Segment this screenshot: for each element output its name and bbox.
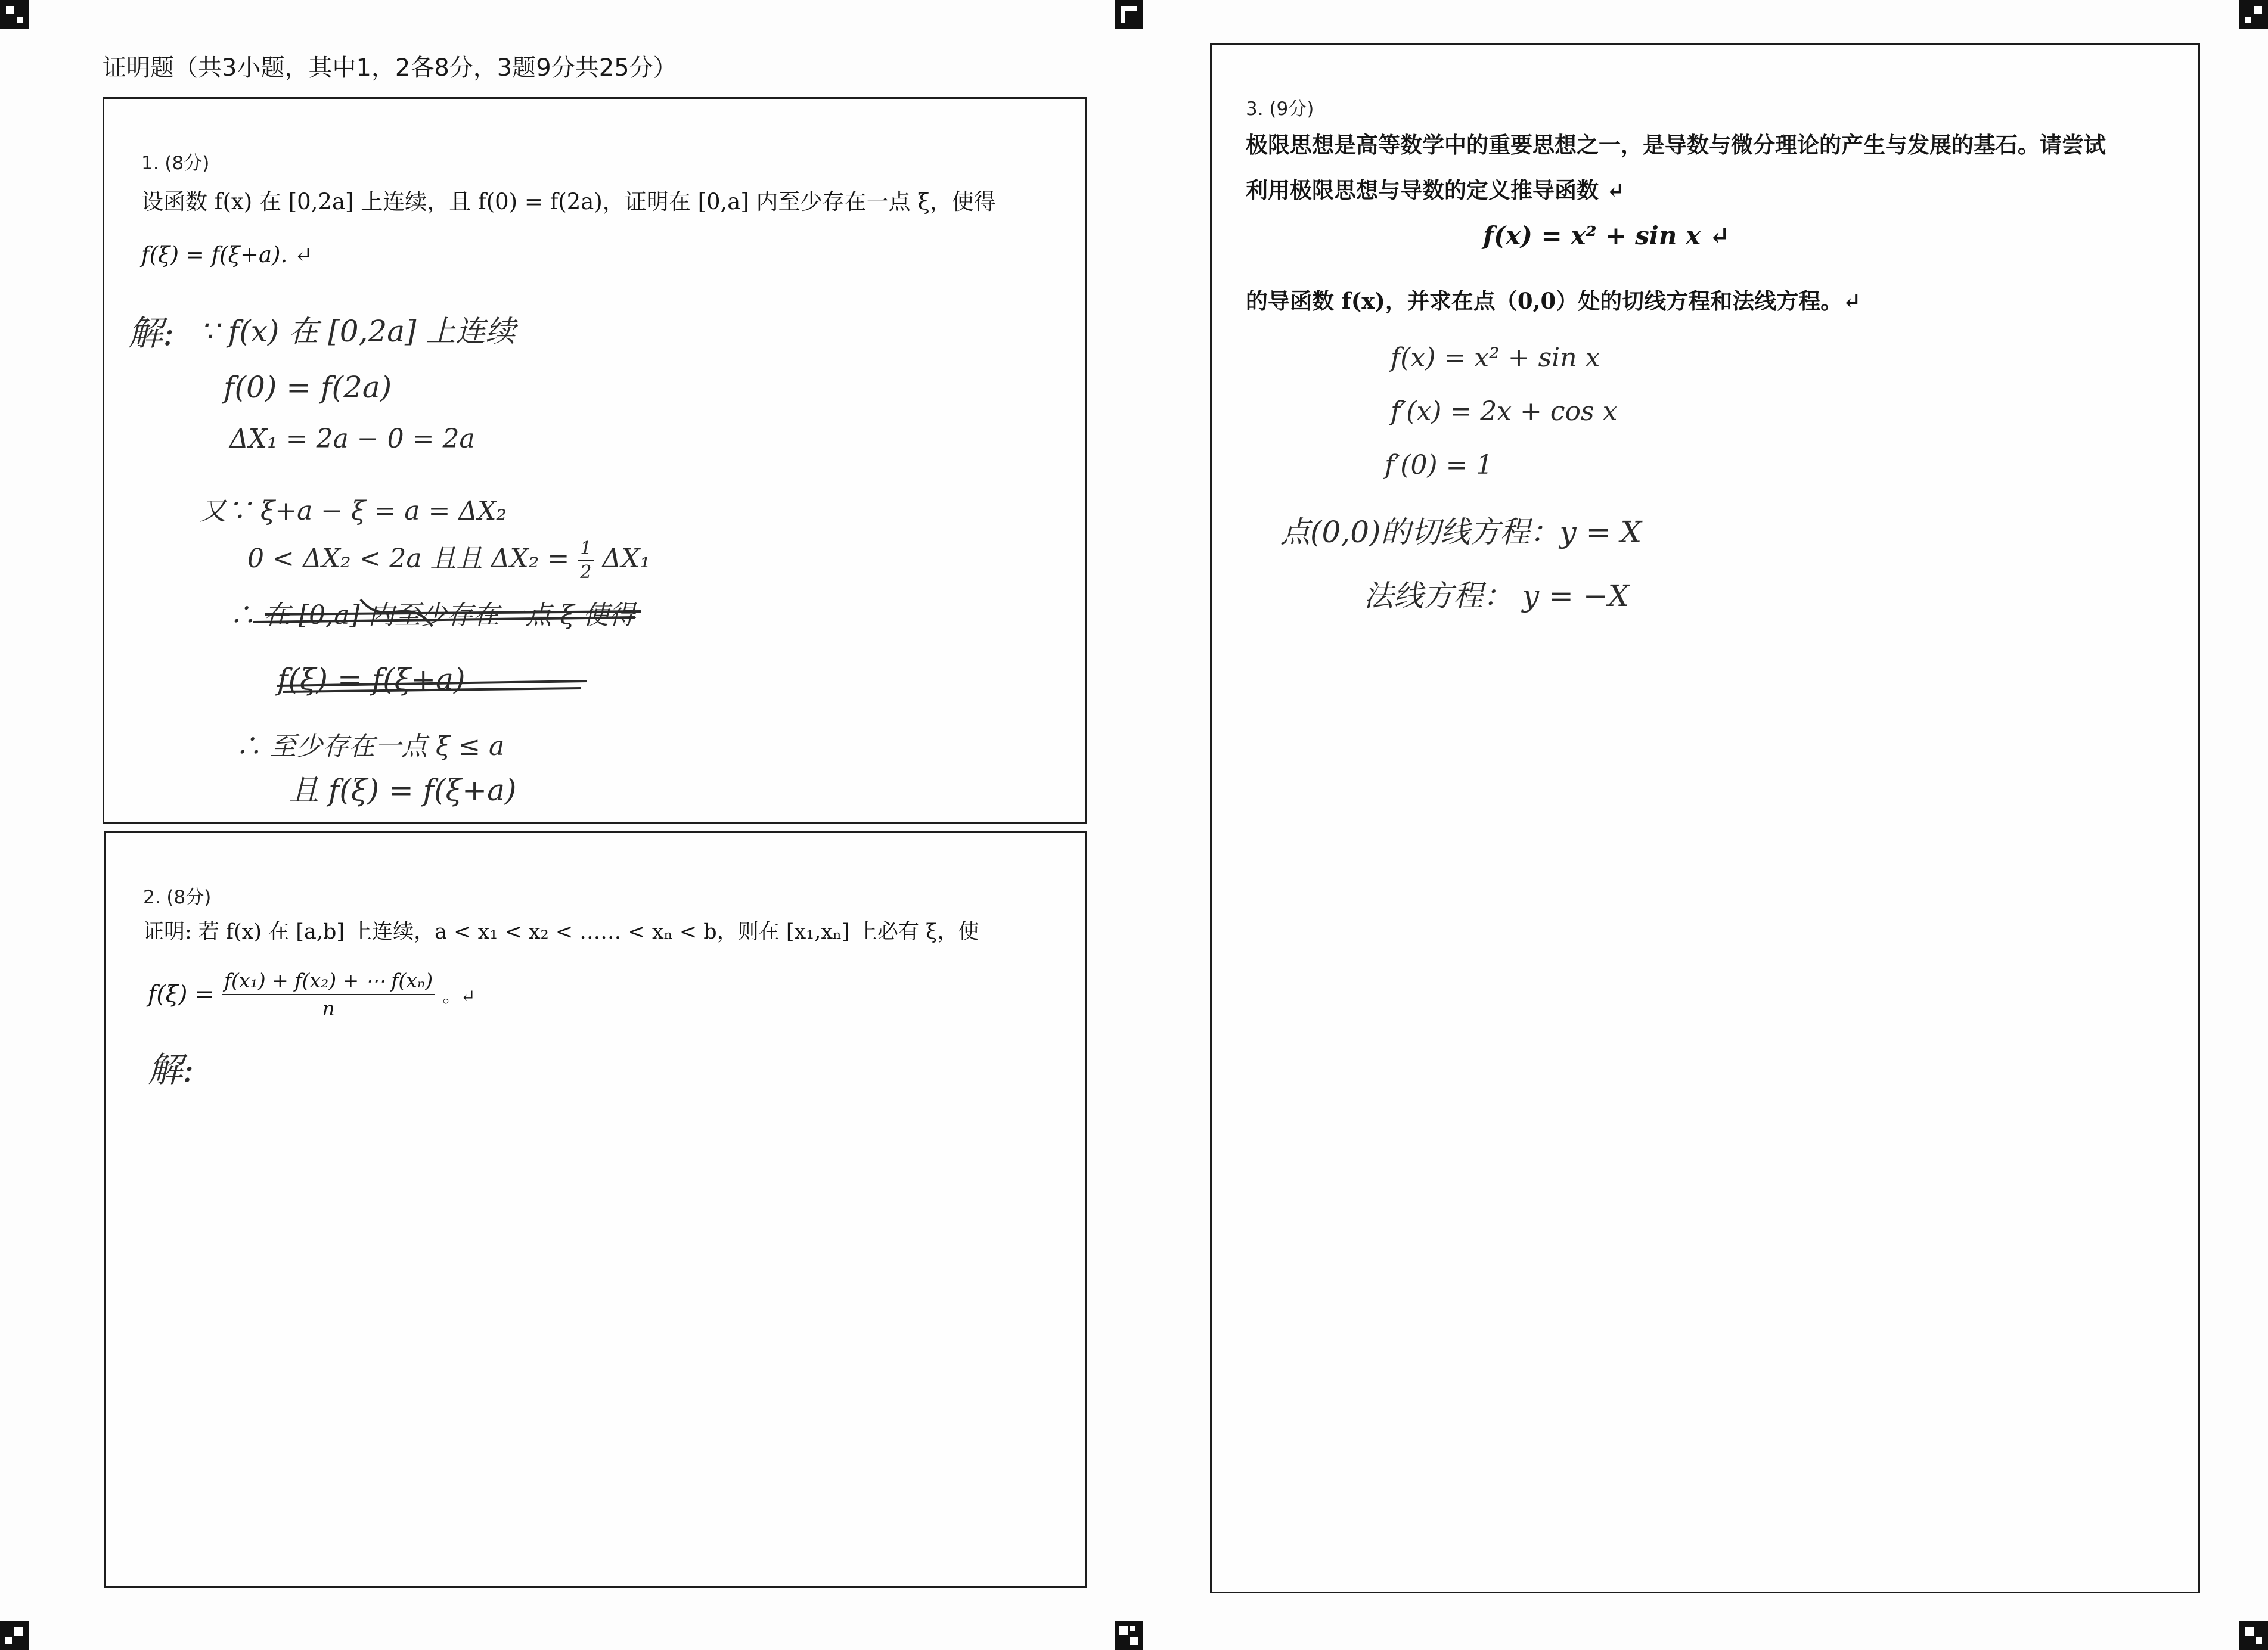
q1-answer-line: 0 < ΔX₂ < 2a 且且 ΔX₂ = $\frac{1}{2}$ ΔX₁: [247, 537, 651, 583]
q1-strikethrough-scribble: [277, 662, 587, 704]
question-2-statement: 证明: 若 f(x) 在 [a,b] 上连续，a < x₁ < x₂ < …… < xₙ < b，则在 [x₁,xₙ] 上必有 ξ，使: [143, 920, 979, 944]
question-1-statement: 设函数 f(x) 在 [0,2a] 上连续，且 f(0) = f(2a)，证明在 [0,a] 内至少存在一点 ξ，使得: [141, 189, 996, 215]
question-1-box: [103, 97, 1087, 824]
q1-answer-line: ΔX₁ = 2a − 0 = 2a: [229, 424, 475, 454]
q1-strikethrough-scribble: [229, 593, 641, 635]
q1-answer-line: ∵ f(x) 在 [0,2a] 上连续: [200, 314, 516, 349]
section-title: 证明题（共3小题，其中1，2各8分，3题9分共25分）: [103, 54, 677, 82]
question-2-formula: f(ξ) = $\frac{\text{f(x₁) + f(x₂) + ⋯ f(xₙ)}}{n}$ 。↵: [148, 969, 476, 1020]
corner-marker-top-center-icon: [1115, 0, 1143, 29]
corner-marker-bottom-right-icon: [2239, 1621, 2268, 1650]
q3-answer-line: f′(0) = 1: [1385, 450, 1493, 480]
q3-answer-line: f(x) = x² + sin x: [1391, 343, 1600, 373]
corner-marker-top-right-icon: [2239, 0, 2268, 29]
q1-answer-struck-line: ∴ 在 [0,a] 内至少存在一点 ξ 使得: [229, 600, 635, 630]
question-3-box: [1210, 43, 2200, 1593]
q1-answer-label: 解:: [128, 313, 175, 353]
question-3-formula: f(x) = x² + sin x ↵: [1483, 221, 1730, 250]
q3-answer-line: f′(x) = 2x + cos x: [1391, 396, 1618, 427]
question-3-statement: 的导函数 f(x)，并求在点（0,0）处的切线方程和法线方程。↵: [1246, 288, 1861, 314]
question-2-box: [104, 831, 1087, 1588]
question-1-statement-formula: f(ξ) = f(ξ+a). ↵: [141, 242, 313, 268]
q3-answer-line: 法线方程： y = −X: [1364, 579, 1630, 613]
question-2-number: 2. (8分): [143, 887, 212, 908]
question-1-number: 1. (8分): [141, 153, 210, 174]
question-3-statement: 极限思想是高等数学中的重要思想之一，是导数与微分理论的产生与发展的基石。请尝试: [1246, 132, 2106, 158]
corner-marker-bottom-center-icon: [1115, 1621, 1143, 1650]
question-3-statement: 利用极限思想与导数的定义推导函数 ↵: [1246, 177, 1625, 203]
q1-answer-struck-line: f(ξ) = f(ξ+a): [277, 662, 466, 697]
q3-answer-line: 点(0,0)的切线方程：y = X: [1280, 515, 1642, 549]
q1-answer-line: ∴ 至少存在一点 ξ ≤ a: [235, 731, 505, 762]
q1-answer-line: 又∵ ξ+a − ξ = a = ΔX₂: [200, 496, 507, 526]
question-3-number: 3. (9分): [1246, 98, 1314, 120]
corner-marker-top-left-icon: [0, 0, 29, 29]
q1-answer-line: 且 f(ξ) = f(ξ+a): [289, 773, 517, 807]
q2-answer-label: 解:: [148, 1049, 194, 1090]
q1-answer-line: f(0) = f(2a): [224, 370, 392, 405]
corner-marker-bottom-left-icon: [0, 1621, 29, 1650]
q1-answer-fraction: $\frac{1}{2}$: [578, 539, 594, 582]
